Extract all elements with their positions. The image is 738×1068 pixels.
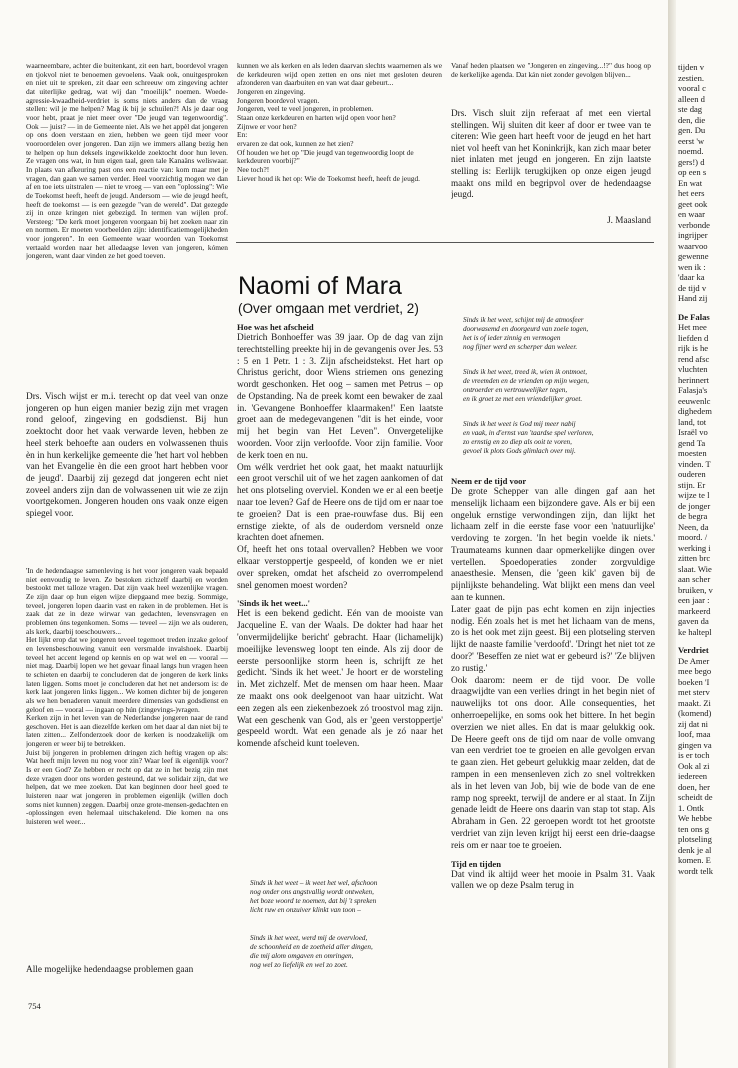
next-column-line: gaven da [678, 616, 709, 626]
next-column-line: iedereen [678, 771, 708, 781]
poem-line: zo ernstig en zo diep als ooit te voren, [463, 438, 572, 447]
quote-paragraph: Kerken zijn in het leven van de Nederlandse jongeren naar de rand geschoven. Het is aan diezelfde kerken om het daar al dan niet bij te laten zitten... Zelfonderzoek door de kerken is noodzakelijk om jongeren er weer bij te betrekken. [26, 713, 228, 749]
next-column-line: Neen, da [678, 521, 709, 532]
next-column-line: slaat. Wie [678, 563, 712, 574]
next-column-line: scheidt de [678, 792, 713, 802]
next-column-line: de begra [678, 511, 708, 521]
col3-paragraph: Vanaf heden plaatsen we "Jongeren en zingeving...!?" dus hoog op de kerkelijke agenda. Dat kán niet zonder gevolgen blijven... [451, 62, 651, 79]
col1-paragraph: waarneembare, achter die buitenkant, zit een hart, boordevol vragen en tjokvol niet te benoemen gevoelens. Vaak ook, onuitgesproken en niet uit te spreken, zit daar een schreeuw om zingeving achter dat uiterlijke gedrag, wat wij dan "moeilijk" noemen. Woede-agressie-kwaadheid-verdriet is soms niets anders dan de vraag stellen: wil je me helpen? Mag ik bij je schuilen?! Als je daar oog voor hebt, praat je niet meer over "De jeugd van tegenwoordig". Ook — juist? — in de Gemeente niet. Als we het appèl dat jongeren op ons doen verstaan en zien, hebben we geen tijd meer voor vooroordelen over jongeren. Dan zijn we immers allang bezig hen te helpen op hun deksels ingewikkelde zoektocht door hun leven. Ze vragen ons wat, in hun eigen taal, geen tale Kanaäns weliswaar. In plaats van afkeuring past ons een reactie van: kom maar met je vragen, dan gaan we samen verder. Heel voorzichtig mogen we dan af en toe iets uitstralen — niet te vroeg — van een "oplossing": Wie de Toekomst heeft, heeft de jeugd. Andersom — wie de jeugd heeft, heeft de toekomst — is een gezegde "van de wereld". Dat gezegde zij in onze kringen niet gebezigd. In termen van wijlen prof. Versteeg: "De kerk moet jongeren voorgaan bij het zoeken naar zin en normen. Er moeten voorbeelden zijn: identificatiemogelijkheden voor jongeren". In een Gemeente waar woorden van Toekomst vertaald worden naar het alledaagse leven van jongeren, kómen jongeren, want daar vinden ze het goed toeven. [26, 62, 228, 261]
author-signature: J. Maasland [607, 214, 651, 225]
next-column-line: wen ik : [678, 261, 706, 272]
next-column-line: gingen va [678, 739, 712, 750]
next-column-line: Israël vo [678, 427, 708, 437]
poem-stanza [463, 368, 653, 404]
next-page-column [678, 62, 738, 876]
article-paragraph: Ook daarom: neem er de tijd voor. De volle draagwijdte van een verlies dringt in het begin niet of nauwelijks tot ons door. Alle consequenties, het onherroepelijke, en soms ook het bittere. In het begin overzien we niet alles. En dat is maar gelukkig ook. De Heere geeft ons de tijd om naar de volle omvang van een verdriet toe te groeien en alle gevolgen ervan te gaan zien. Het gebeurt gelukkig maar zelden, dat de rampen in een mensenleven zich zo snel voltrekken als in het leven van Job, bij wie de bode van de ene ramp nog spreekt, terwijl de andere er al staat. In Zijn genade leidt de Heere ons daarin van stap tot stap. Als Abraham in Gen. 22 geroepen wordt tot het grootste verdriet van zijn leven krijgt hij eerst een drie-daagse reis om er naar toe te groeien. [451, 675, 655, 851]
next-column-line: wijze te l [678, 490, 710, 500]
col2-line: Of houden we het op "Die jeugd van tegenwoordig loopt de kerkdeuren voorbij?" [237, 147, 414, 166]
article-paragraph: Het is een bekend gedicht. Eén van de mooiste van Jacqueline E. van der Waals. De dokter had haar het 'onvermijdelijke bericht' gebracht. Haar (lichamelijk) moeilijke levensweg loopt ten einde. Als zij door de eerste persoonlijke storm heen is, schrijft ze het gedicht. 'Sinds ik het weet.' Je hoort er de worsteling in. Met zichzelf. Met de mensen om haar heen. Maar ze maakt ons ook deelgenoot van haar uitzicht. Wat een zegen als een ziekenbezoek zó troostvol mag zijn. Wat een geschenk van God, als er 'geen verstoppertje' gespeeld wordt. Wat een genade als je zó naar het komende afscheid kunt toeleven. [237, 609, 443, 750]
quote-paragraph: Juist bij jongeren in problemen dringen zich heftig vragen op als: Wat heeft mijn leven nu nog voor zin? Waar leef ik eigenlijk voor? Is er een God? Ze hebben er recht op dat ze in het bezig zijn met deze vragen door ons worden gesteund, dat we solidair zijn, dat we helpen, dat we mee zoeken. Dat kan beginnen door heel goed te luisteren naar wat jongeren in problemen eigenlijk (willen doch soms niet kunnen) zeggen. Daarbij onze grote-mensen-gedachten en -oplossingen even helemaal uitschakelend. Die komen na ons luisteren wel weer... [26, 747, 228, 827]
col3-paragraph: Drs. Visch sluit zijn referaat af met een viertal stellingen. Wij sluiten dit keer af door er twee van te citeren: Wie geen hart heeft voor de jeugd en het hart niet vol heeft van het Koninkrijk, kan zich maar beter niet inlaten met jeugd en jongeren. En zijn laatste stelling is: Eerlijk terugkijken op onze eigen jeugd maakt ons mild en begripvol over de hedendaagse jeugd. [451, 108, 651, 200]
next-column-line: (komend) [678, 708, 712, 718]
poem-line: nog wel zo liefelijk en wel zo zoet. [250, 961, 348, 970]
next-column-heading: De Falas [678, 311, 710, 322]
column-3-top [451, 62, 651, 102]
poem-line: Sinds ik het weet – ik weet het wel, afschoon [250, 879, 378, 887]
next-column-line: noemd. [678, 146, 704, 156]
poem-stanza [463, 420, 653, 456]
next-column-line: We hebbe [678, 813, 712, 823]
next-column-line: Falasja's [678, 385, 708, 395]
section-heading: 'Sinds ik het weet...' [237, 598, 311, 609]
col2-line: En: [237, 130, 248, 140]
next-column-line: bruiken, v [678, 584, 713, 595]
next-column-line: land, tot [678, 416, 707, 427]
col1-paragraph: Drs. Visch wijst er m.i. terecht op dat veel van onze jongeren op hun eigen manier bezig zijn met vragen rond geloof, zingeving en godsdienst. Bij hun zoektocht door het vaak verwarde leven, hebben ze heel sterk behoefte aan ouders en volwassenen thuis èn in hun kerkelijke gemeente die 'het hart vol hebben van het Evangelie èn die een groot hart hebben voor de jeugd'. Daarbij zij gezegd dat jongeren echt niet zoveel anders zijn dan de volwassenen uit wie ze zijn voortgekomen. Jongeren houden ons vaak onze eigen spiegel voor. [26, 392, 228, 520]
next-column-line: Het mee [678, 322, 707, 332]
next-column-line: markeerd [678, 605, 711, 616]
next-column-line: wordt telk [678, 865, 714, 876]
next-column-line: moord. / [678, 532, 708, 542]
next-column-line: zij dat ni [678, 718, 709, 729]
next-column-line: het eers [678, 188, 705, 198]
quote-paragraph: Het lijkt erop dat we jongeren teveel tegemoet treden inzake geloof en levensbeschouwing vanuit een versmalde invalshoek. Daarbij teveel het accent legend op kennis en op wat wel en — vooral — niet mag. Daarbij lopen we het gevaar finaal langs hun vragen heen te schieten en daarbij te concluderen dat de jongeren de kerk links laten liggen. Soms moet je concluderen dat het net andersom is: de kerk laat jongeren links liggen... We komen dichter bij de jongeren als we hen benaderen vanuit meerdere dimensies van godsdienst en geloof en — vooral — ingaan op hún (zingevings-)vragen. [26, 635, 228, 714]
section-heading: Tijd en tijden [451, 858, 501, 869]
next-column-line: en waar [678, 209, 705, 219]
page-gutter [668, 0, 676, 1068]
col2-line: ervaren ze dat ook, kunnen ze het zien? [237, 138, 354, 148]
column-1 [26, 62, 228, 384]
next-column-line: doen, her [678, 781, 710, 792]
next-column-line: komen. E [678, 855, 711, 865]
poem-line: en vaak, in d'ernst van 'taardse spel verloren, [463, 429, 594, 438]
poem-stanza [250, 934, 440, 970]
next-column-line: zestien. [678, 72, 705, 83]
poem-stanza [250, 879, 440, 915]
next-column-line: mee bego [678, 666, 712, 676]
next-column-line: gen. Du [678, 125, 706, 135]
next-column-line: vluchten [678, 364, 708, 374]
article-column-a [237, 322, 443, 882]
next-column-heading: Verdriet [678, 645, 709, 655]
next-column-line: tijden v [678, 62, 705, 72]
next-column-line: ten ons g [678, 823, 710, 834]
next-column-line: geet ook [678, 198, 708, 209]
next-column-line: De Amer [678, 655, 710, 666]
next-column-line: waarvoo [678, 240, 708, 251]
next-column-line: 1. Ontk [678, 802, 704, 813]
poem-line: doorwasemd en doorgeurd van zoele togen, [463, 325, 589, 334]
column-1-quote [26, 567, 228, 987]
next-column-line: vooral c [678, 83, 706, 93]
next-column-line: is er toch [678, 750, 710, 760]
page-number: 754 [28, 1001, 41, 1011]
next-column-line: een jaar : [678, 595, 710, 605]
poem-line: Sinds ik het weet, schijnt mij de atmosfeer [463, 316, 584, 324]
column-1-middle [26, 392, 228, 558]
poem-line: licht ruw en onzuiver klinkt van toon – [250, 906, 361, 915]
next-column-line: met sterv [678, 687, 710, 697]
article-paragraph: De grote Schepper van alle dingen gaf aan het menselijk lichaam een bijzondere gave. Als er bij een ongeluk ernstige verwondingen zijn, dan lijkt het lichaam zelf in die eerste fase voor een 'natuurlijke' verdoving te zorgen. 'In het begin voelde ik niets.' Traumateams kunnen daar opmerkelijke dingen over vertellen. Spoedoperaties zonder zorgvuldige anaesthesie. Mensen, die 'geen kik' gaven bij de pijnlijkste behandeling. Wat blijkt een mens dan veel aan te kunnen. [451, 486, 655, 604]
poem-line: ontroerder en vertrouwelijker tegen, [463, 386, 568, 395]
next-column-line: plotseling [678, 834, 712, 844]
next-column-line: werking i [678, 542, 711, 553]
next-column-line: zitten brc [678, 553, 711, 563]
column-3-top-b [451, 108, 651, 228]
article-column-b [451, 470, 655, 990]
section-heading: Neem er de tijd voor [451, 476, 527, 486]
article-subtitle: (Over omgaan met verdriet, 2) [238, 301, 419, 316]
next-column-line: rend afsc [678, 353, 710, 364]
next-column-line: maakt. Zi [678, 697, 711, 708]
poem-stanza [463, 316, 653, 352]
article-paragraph: Om wélk verdriet het ook gaat, het maakt natuurlijk een groot verschil uit of we het zagen aankomen of dat het ons plotseling overviel. Konden we er al een beetje naar toe leven? Gaf de Heere ons de tijd om er naar toe te groeien? Dat is een prae-rouwfase dus. Bij een ernstige ziekte, of als de ouderdom versneld onze krachten doet afnemen. [237, 462, 443, 544]
quote-paragraph: 'In de hedendaagse samenleving is het voor jongeren vaak bepaald niet eenvoudig te leven. Ze bestoken zichzelf daarbij en worden bestookt met talloze vragen. Dat zijn vaak heel wezenlijke vragen. Ze zijn daar op hun eigen wijze diepgaand mee bezig. Sommige, teveel, jongeren lopen daarin vast en raken in de problemen. Het is zaak dat ze in deze wirwar van gedachten, levensvragen en problemen óns tegenkomen. Soms — teveel — zijn we als ouderen, als kerk, daarbij toeschouwers... [26, 567, 228, 636]
col2-line: Jongeren, veel te veel jongeren, in problemen. [237, 104, 374, 114]
next-column-line: de tijd v [678, 282, 707, 293]
article-paragraph: Of, heeft het ons totaal overvallen? Hebben we voor elkaar verstoppertje gespeeld, of konden we er niet over spreken, omdat het afscheid zo overrompelend snel genomen moest worden? [237, 545, 443, 591]
col2-line: Staan onze kerkdeuren en harten wijd open voor hen? [237, 112, 396, 122]
next-column-line: boeken 'I [678, 676, 710, 687]
next-column-line: alleen d [678, 93, 705, 104]
poem-line: gevoel ik plots Gods glimlach over mij. [463, 447, 576, 456]
next-column-line: dighedem [678, 406, 712, 416]
article-separator-rule [236, 242, 654, 243]
col2-line: Jongeren boordevol vragen. [237, 95, 320, 105]
next-column-line: herinnert [678, 374, 710, 385]
poem-line: het boze woord te noemen, dat bij 't spreken [250, 897, 377, 906]
next-column-line: eeuwenlc [678, 395, 711, 406]
next-column-line: gers!) d [678, 156, 705, 167]
next-column-line: moesten [678, 448, 707, 458]
next-column-line: Ook al zi [678, 760, 710, 771]
next-column-line: loof, maa [678, 729, 711, 739]
column-2-top [237, 62, 442, 222]
next-column-line: rijk is he [678, 343, 709, 353]
next-column-line: op een s [678, 167, 707, 177]
col2-line: Jongeren en zingeving. [237, 86, 306, 96]
next-column-line: gewenne [678, 251, 709, 261]
spacer [678, 637, 738, 645]
column-1-last [26, 965, 228, 979]
col2-line: kunnen we als kerken en als leden daarvan slechts waarnemen als we de kerkdeuren wijd open zetten en ons niet met gesloten deuren afzonderen van daarbuiten en van wat daar gebeurt... [237, 62, 442, 88]
col2-line: Zijnwe er voor hen? [237, 121, 297, 131]
next-column-line: den, die [678, 114, 706, 125]
next-column-line: aan scher [678, 574, 711, 584]
poem-line: die mij alom omgaven en omringen, [250, 952, 354, 961]
next-column-line: En wat [678, 177, 703, 188]
poem-line: de schoonheid en de zoetheid aller dingen, [250, 943, 373, 952]
poem-line: het is of ieder zinnig en vermogen [463, 334, 561, 343]
poem-line: de vreemden en de vrienden op mijn wegen, [463, 377, 589, 386]
article-title: Naomi of Mara [238, 272, 402, 300]
next-column-line: ke haltepl [678, 626, 712, 637]
next-column-line: ste dag [678, 104, 703, 114]
article-paragraph: Dietrich Bonhoeffer was 39 jaar. Op de dag van zijn terechtstelling preekte hij in de gevangenis over Jes. 53 : 5 en 1 Petr. 1 : 3. Zijn afscheidstekst. Het hart op Christus gericht, door Wiens striemen ons genezing wordt geschonken. Het oog – samen met Petrus – op de Opstanding. Na de preek komt een bewaker de zaal in. 'Gevangene Bonhoeffer klaarmaken!' Een laatste groet aan de medegevangenen "dit is het einde, voor mij het begin van Het Leven". Onvergetelijke woorden. Voor zijn verloofde. Voor zijn familie. Voor de kerk toen en nu. [237, 332, 443, 461]
next-column-line: denk je al [678, 844, 712, 855]
poem-line: nog onder ons angstvallig wordt ontweken, [250, 888, 374, 897]
article-paragraph: Later gaat de pijn pas echt komen en zijn injecties nodig. Eén zoals het is met het lichaam van de mens, zo is het ook met zijn geest. Bij een plotseling sterven lijkt de naaste familie 'verdoofd'. 'Dringt het niet tot ze door?' 'Beseffen ze niet wat er gebeurd is?' 'Ze blijven zo rustig.' [451, 604, 655, 674]
next-column-line: Hand zij [678, 293, 708, 303]
section-heading: Hoe was het afscheid [237, 322, 314, 332]
article-paragraph: Dat vind ik altijd weer het mooie in Psalm 31. Vaak vallen we op deze Psalm terug in [451, 869, 655, 892]
col2-line: Nee toch?! [237, 164, 270, 174]
next-column-line: liefden d [678, 332, 709, 343]
poem-line: Sinds ik het weet is God mij meer nabij [463, 420, 576, 428]
poem-line: en ik groet ze met een vriendelijker groet. [463, 395, 583, 404]
next-column-line: ouderen [678, 469, 706, 479]
poem-line: nog fijner werd en scherper dan weleer. [463, 343, 578, 352]
poem-line: Sinds ik het weet, werd mij de overvloed, [250, 934, 368, 942]
next-column-line: de jonger [678, 500, 711, 511]
poem-line: Sinds ik het weet, treed ik, wien ik ontmoet, [463, 368, 588, 376]
next-column-line: stijn. Er [678, 479, 706, 490]
col2-line: Liever houd ik het op: Wie de Toekomst heeft, heeft de jeugd. [237, 173, 421, 183]
next-column-line: 'daar ka [678, 272, 705, 282]
next-column-line: gend Ta [678, 437, 706, 448]
next-column-line: vinden. T [678, 458, 711, 469]
col1-last-line: Alle mogelijke hedendaagse problemen gaan [26, 965, 194, 975]
next-column-line: ingrijper [678, 230, 708, 240]
next-column-line: verbonde [678, 219, 710, 230]
next-column-line: eerst 'w [678, 135, 705, 146]
spacer [678, 304, 738, 312]
